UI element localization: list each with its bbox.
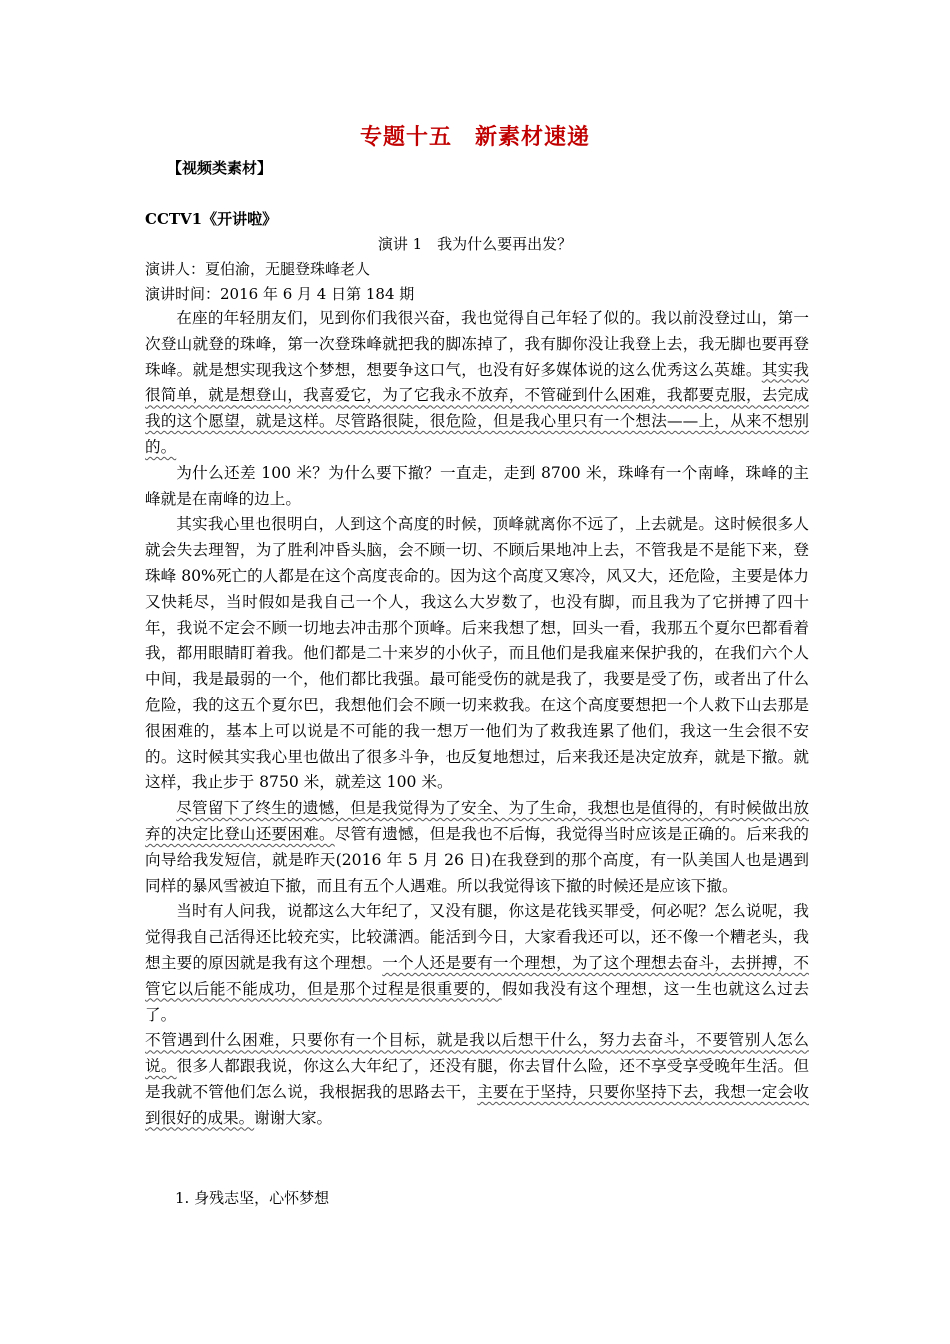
- paragraph: [145, 512, 809, 796]
- speaker-line: 演讲人：夏伯渝，无腿登珠峰老人: [145, 260, 371, 278]
- paragraph: [145, 306, 809, 461]
- speech-body: [145, 306, 809, 1132]
- underlined-text: 尽管留下了终生的遗憾，但是我觉得为了安全、为了生命，我想也是值得的，有时候做出放弃的决定比登山还要困难。: [145, 799, 809, 843]
- text-run: 假如我没有这个理想，这一生也就这么过去了。: [145, 979, 809, 1024]
- underlined-text: 主要在于坚持，只要你坚持下去，我想一定会收到很好的成果。: [145, 1082, 809, 1127]
- paragraph: [145, 461, 809, 513]
- text-run: 很多人都跟我说，你这么大年纪了，还没有腿，你去冒什么险，还不享受享受晚年生活。但是我就不管他们怎么说，我根据我的思路去干，: [145, 1057, 809, 1101]
- text-run: 在座的年轻朋友们，见到你们我很兴奋，我也觉得自己年轻了似的。我以前没登过山，第一次登山就登的珠峰，第一次登珠峰就把我的脚冻掉了，我有脚你没让我登上去，我无脚也要再登珠峰。就是想实现我这个梦想，想要争这口气，也没有好多媒体说的这么优秀这么英雄。: [145, 309, 809, 379]
- speech-title: 演讲 1 我为什么要再出发？: [377, 235, 573, 253]
- program-name: CCTV1《开讲啦》: [145, 210, 278, 228]
- paragraph: [145, 1028, 809, 1131]
- underlined-text: 其实我很简单，就是想登山，我喜爱它，为了它我永不放弃，不管碰到什么困难，我都要克服，去完成我的这个愿望，就是这样。尽管路很陡，很危险，但是我心里只有一个想法——上，从来不想别的。: [145, 360, 809, 456]
- speech-time-line: 演讲时间：2016 年 6 月 4 日第 184 期: [145, 285, 415, 303]
- text-run: 其实我心里也很明白，人到这个高度的时候，顶峰就离你不远了，上去就是。这时候很多人就会失去理智，为了胜利冲昏头脑，会不顾一切、不顾后果地冲上去，不管我是不是能下来，登珠峰 80%死亡的人都是在这个高度丧命的。因为这个高度又寒冷，风又大，还危险，主要是体力又快耗尽，当时假如是我自己一个人，我这么大岁数了，也没有脚，而且我为了它拼搏了四十年，我说不定会不顾一切地去冲击那个顶峰。后来我想了想，回头一看，我那五个夏尔巴都看着我，都用眼睛盯着我。他们都是二十来岁的小伙子，而且他们是我雇来保护我的，在我们六个人中间，我是最弱的一个，他们都比我强。最可能受伤的就是我了，我要是受了伤，或者出了什么危险，我的这五个夏尔巴，我想他们会不顾一切来救我。在这个高度要想把一个人救下山去那是很困难的，基本上可以说是不可能的我一想万一他们为了救我连累了他们，我这一生会很不安的。这时候其实我心里也做出了很多斗争，也反复地想过，后来我还是决定放弃，就是下撤。就这样，我止步于 8750 米，就差这 100 米。: [145, 515, 809, 792]
- text-run: 当时有人问我，说都这么大年纪了，又没有腿，你这是花钱买罪受，何必呢？怎么说呢，我觉得我自己活得还比较充实，比较潇洒。能活到今日，大家看我还可以，还不像一个糟老头，我想主要的原因就是我有这个理想。: [145, 902, 809, 972]
- paragraph: [145, 899, 809, 1028]
- category-label: 【视频类素材】: [167, 159, 273, 177]
- underlined-text: 一个人还是要有一个理想，为了这个理想去奋斗，去拼搏，不管它以后能不能成功，但是那个过程是很重要的，: [145, 953, 809, 998]
- point-heading: 1. 身残志坚，心怀梦想: [175, 1189, 330, 1207]
- text-run: 为什么还差 100 米？为什么要下撤？一直走，走到 8700 米，珠峰有一个南峰，珠峰的主峰就是在南峰的边上。: [145, 463, 809, 508]
- underlined-text: 不管遇到什么困难，只要你有一个目标，就是我以后想干什么，努力去奋斗，不要管别人怎么说。: [145, 1031, 809, 1076]
- text-run: 谢谢大家。: [254, 1108, 333, 1127]
- paragraph: [145, 796, 809, 899]
- page-title: 专题十五 新素材速递: [359, 124, 590, 150]
- text-run: 尽管有遗憾，但是我也不后悔，我觉得当时应该是正确的。后来我的向导给我发短信，就是昨天(2016 年 5 月 26 日)在我登到的那个高度，有一队美国人也是遇到同样的暴风雪被迫下撤，而且有五个人遇难。所以我觉得该下撤的时候还是应该下撤。: [145, 824, 809, 895]
